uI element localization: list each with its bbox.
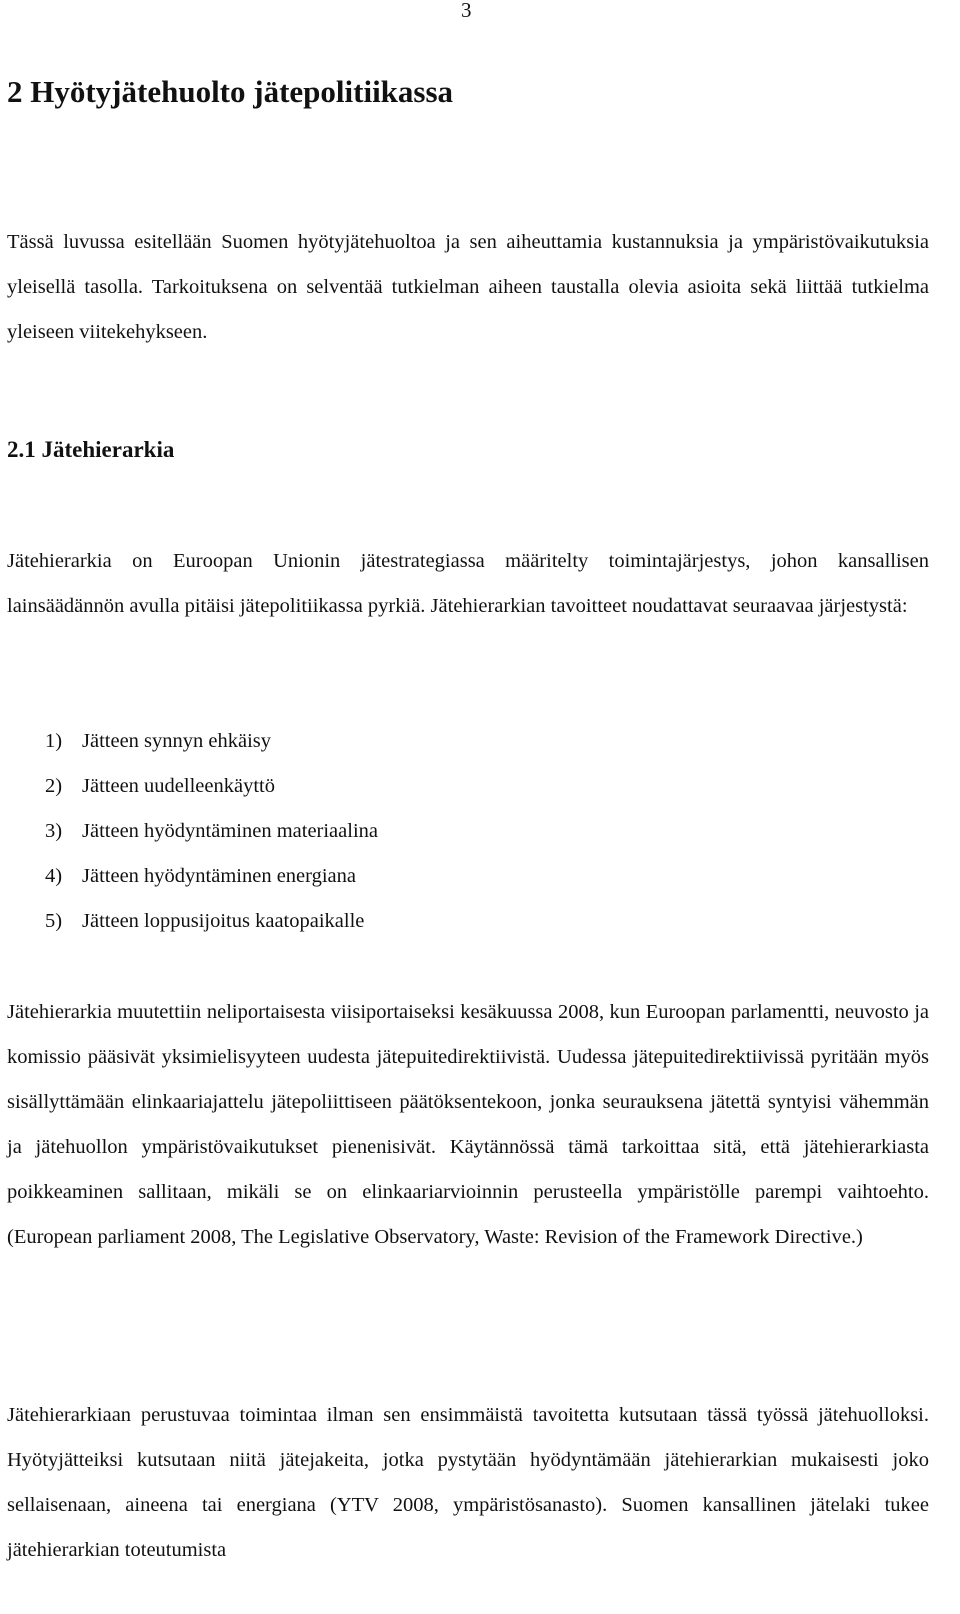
page-number: 3 bbox=[461, 0, 472, 22]
list-item-text: Jätteen hyödyntäminen energiana bbox=[82, 865, 356, 887]
list-item-text: Jätteen uudelleenkäyttö bbox=[82, 775, 275, 797]
list-item-number: 3) bbox=[45, 820, 63, 842]
list-item-number: 2) bbox=[45, 775, 63, 797]
list-item-number: 1) bbox=[45, 730, 63, 752]
list-item-text: Jätteen synnyn ehkäisy bbox=[82, 730, 272, 752]
chapter-title: 2 Hyötyjätehuolto jätepolitiikassa bbox=[7, 74, 454, 109]
section-title: 2.1 Jätehierarkia bbox=[7, 437, 175, 462]
chapter-intro-paragraph: Tässä luvussa esitellään Suomen hyötyjätehuoltoa ja sen aiheuttamia kustannuksia ja ympäristövaikutuksia yleisellä tasolla. Tarkoituksena on selventää tutkielman aiheen taustalla olevia asioita sekä liittää tutkielma yleiseen viitekehykseen. bbox=[7, 231, 929, 343]
list-item-text: Jätteen loppusijoitus kaatopaikalle bbox=[82, 910, 365, 932]
hierarchy-revision-paragraph: Jätehierarkia muutettiin neliportaisesta viisiportaiseksi kesäkuussa 2008, kun Euroopan parlamentti, neuvosto ja komissio pääsivät yksimielisyyteen uudesta jätepuitedirektiivistä. Uudessa jätepuitedirektiivissä pyritään myös sisällyttämään elinkaariajattelu jätepoliittiseen päätöksentekoon, jonka seurauksena jätettä syntyisi vähemmän ja jätehuollon ympäristövaikutukset pienenisivät. Käytännössä tämä tarkoittaa sitä, että jätehierarkiasta poikkeaminen sallitaan, mikäli se on elinkaariarvioinnin perusteella ympäristölle parempi vaihtoehto. (European parliament 2008, The Legislative Observatory, Waste: Revision of the Framework Directive.) bbox=[7, 1001, 929, 1248]
list-item-number: 4) bbox=[45, 865, 63, 887]
section-intro-paragraph: Jätehierarkia on Euroopan Unionin jätestrategiassa määritelty toimintajärjestys, johon kansallisen lainsäädännön avulla pitäisi jätepolitiikassa pyrkiä. Jätehierarkian tavoitteet noudattavat seuraavaa järjestystä: bbox=[7, 550, 929, 617]
list-item bbox=[45, 764, 378, 809]
waste-hierarchy-list bbox=[45, 719, 378, 944]
list-item-number: 5) bbox=[45, 910, 63, 932]
list-item bbox=[45, 719, 378, 764]
list-item-text: Jätteen hyödyntäminen materiaalina bbox=[82, 820, 378, 842]
waste-management-paragraph: Jätehierarkiaan perustuvaa toimintaa ilman sen ensimmäistä tavoitetta kutsutaan tässä työssä jätehuolloksi. Hyötyjätteiksi kutsutaan niitä jätejakeita, jotka pystytään hyödyntämään jätehierarkian mukaisesti joko sellaisenaan, aineena tai energiana (YTV 2008, ympäristösanasto). Suomen kansallinen jätelaki tukee jätehierarkian toteutumista bbox=[7, 1404, 929, 1561]
list-item bbox=[45, 854, 378, 899]
list-item bbox=[45, 809, 378, 854]
list-item bbox=[45, 899, 378, 944]
